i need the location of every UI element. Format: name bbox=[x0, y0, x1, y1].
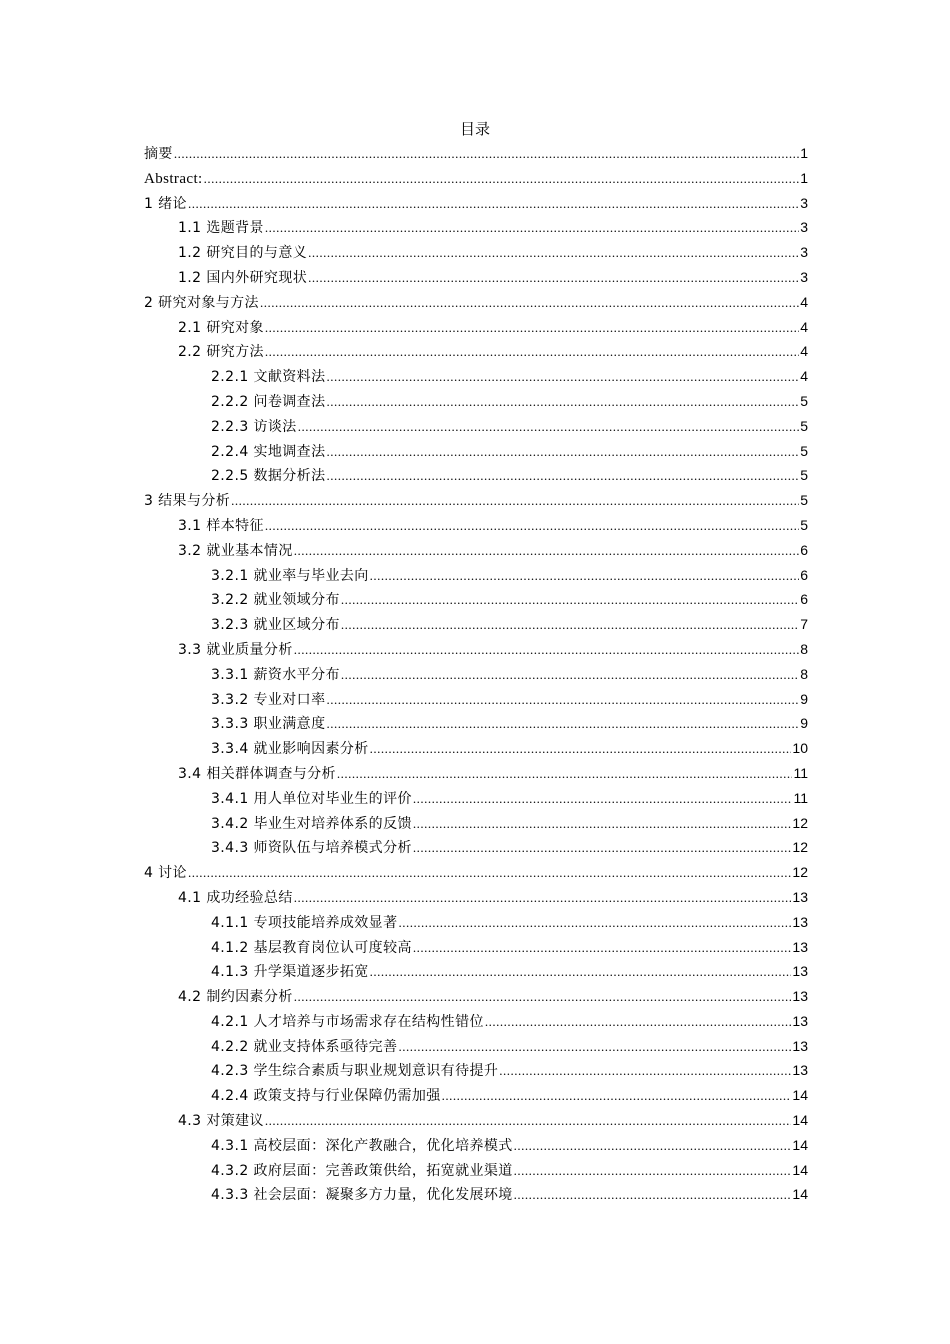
toc-entry[interactable] bbox=[144, 414, 808, 439]
toc-entry[interactable] bbox=[144, 935, 808, 960]
toc-entry-page: 4 bbox=[800, 318, 808, 335]
toc-entry-label: 1.1 选题背景 bbox=[178, 220, 264, 237]
toc-leader-dots bbox=[260, 291, 799, 316]
toc-entry[interactable] bbox=[144, 240, 808, 265]
toc-entry-label: 3.3.3 职业满意度 bbox=[211, 716, 326, 733]
toc-entry-label: 3.1 样本特征 bbox=[178, 517, 264, 534]
toc-entry-label: 3.4 相关群体调查与分析 bbox=[178, 765, 336, 782]
toc-entry[interactable] bbox=[144, 166, 808, 191]
toc-leader-dots bbox=[341, 663, 799, 688]
toc-entry-label: 2.2.5 数据分析法 bbox=[211, 468, 326, 485]
toc-entry[interactable] bbox=[144, 265, 808, 290]
toc-entry-page: 6 bbox=[800, 541, 808, 558]
toc-entry-label: 4.2.1 人才培养与市场需求存在结构性错位 bbox=[211, 1013, 484, 1030]
toc-entry-label: 3.3.4 就业影响因素分析 bbox=[211, 741, 369, 758]
toc-entry-page: 8 bbox=[800, 640, 808, 657]
toc-entry-page: 4 bbox=[800, 368, 808, 385]
toc-entry-label: 1 绪论 bbox=[144, 195, 187, 212]
toc-entry-label: 2.2.3 访谈法 bbox=[211, 418, 297, 435]
toc-leader-dots bbox=[298, 415, 800, 440]
toc-entry[interactable] bbox=[144, 637, 808, 662]
toc-entry-label: Abstract: bbox=[144, 170, 203, 187]
toc-entry-label: 4.2.2 就业支持体系亟待完善 bbox=[211, 1038, 398, 1055]
toc-leader-dots bbox=[294, 539, 799, 564]
toc-leader-dots bbox=[370, 737, 792, 762]
toc-entry-page: 4 bbox=[800, 293, 808, 310]
toc-entry[interactable] bbox=[144, 687, 808, 712]
toc-entry-label: 4.2 制约因素分析 bbox=[178, 989, 293, 1006]
toc-entry[interactable] bbox=[144, 290, 808, 315]
toc-entry[interactable] bbox=[144, 1182, 808, 1207]
toc-entry[interactable] bbox=[144, 984, 808, 1009]
toc-entry-label: 4.2.3 学生综合素质与职业规划意识有待提升 bbox=[211, 1063, 499, 1080]
toc-entry[interactable] bbox=[144, 364, 808, 389]
toc-entry[interactable] bbox=[144, 389, 808, 414]
toc-entry-page: 3 bbox=[800, 219, 808, 236]
toc-leader-dots bbox=[413, 787, 793, 812]
toc-leader-dots bbox=[326, 688, 799, 713]
toc-entry-page: 13 bbox=[792, 938, 808, 955]
toc-entry-label: 3.2 就业基本情况 bbox=[178, 542, 293, 559]
toc-entry[interactable] bbox=[144, 612, 808, 637]
toc-leader-dots bbox=[413, 936, 792, 961]
toc-entry[interactable] bbox=[144, 1133, 808, 1158]
toc-entry[interactable] bbox=[144, 860, 808, 885]
toc-entry[interactable] bbox=[144, 488, 808, 513]
toc-leader-dots bbox=[514, 1134, 792, 1159]
toc-entry-label: 3.3 就业质量分析 bbox=[178, 641, 293, 658]
toc-entry-page: 3 bbox=[800, 268, 808, 285]
toc-leader-dots bbox=[398, 911, 791, 936]
toc-entry-label: 4.3.3 社会层面：凝聚多方力量，优化发展环境 bbox=[211, 1187, 513, 1204]
toc-entry[interactable] bbox=[144, 885, 808, 910]
toc-entry[interactable] bbox=[144, 1108, 808, 1133]
toc-leader-dots bbox=[326, 365, 799, 390]
toc-title: 目录 bbox=[459, 120, 490, 138]
toc-leader-dots bbox=[308, 266, 799, 291]
toc-leader-dots bbox=[265, 216, 799, 241]
toc-leader-dots bbox=[370, 960, 792, 985]
toc-entry-page: 8 bbox=[800, 665, 808, 682]
toc-entry[interactable] bbox=[144, 191, 808, 216]
toc-entry-page: 9 bbox=[800, 715, 808, 732]
toc-entry-label: 4.1 成功经验总结 bbox=[178, 889, 293, 906]
toc-leader-dots bbox=[265, 340, 799, 365]
toc-leader-dots bbox=[370, 564, 800, 589]
toc-entry[interactable] bbox=[144, 1034, 808, 1059]
toc-entry-label: 3.3.1 薪资水平分布 bbox=[211, 666, 340, 683]
toc-leader-dots bbox=[341, 613, 799, 638]
toc-entry-label: 2.2.4 实地调查法 bbox=[211, 443, 326, 460]
toc-entry-page: 6 bbox=[800, 591, 808, 608]
toc-entry[interactable] bbox=[144, 959, 808, 984]
toc-entry-page: 13 bbox=[792, 1037, 808, 1054]
toc-entry-label: 摘要 bbox=[144, 146, 173, 162]
toc-entry-page: 14 bbox=[792, 1161, 808, 1178]
toc-entry[interactable] bbox=[144, 711, 808, 736]
toc-entry[interactable] bbox=[144, 315, 808, 340]
toc-entry-page: 12 bbox=[792, 839, 808, 856]
toc-entry[interactable] bbox=[144, 439, 808, 464]
toc-leader-dots bbox=[485, 1010, 792, 1035]
toc-entry[interactable] bbox=[144, 538, 808, 563]
toc-leader-dots bbox=[326, 390, 799, 415]
toc-entry-label: 2 研究对象与方法 bbox=[144, 294, 259, 311]
toc-entry[interactable] bbox=[144, 1009, 808, 1034]
toc-entry[interactable] bbox=[144, 1083, 808, 1108]
toc-entry-page: 13 bbox=[792, 988, 808, 1005]
toc-list bbox=[144, 141, 808, 1207]
toc-leader-dots bbox=[499, 1059, 791, 1084]
toc-entry-label: 3.4.3 师资队伍与培养模式分析 bbox=[211, 840, 412, 857]
toc-entry-page: 11 bbox=[793, 764, 808, 781]
toc-leader-dots bbox=[265, 514, 799, 539]
toc-leader-dots bbox=[341, 588, 799, 613]
toc-entry-label: 4.1.3 升学渠道逐步拓宽 bbox=[211, 964, 369, 981]
toc-leader-dots bbox=[294, 985, 792, 1010]
toc-entry-page: 5 bbox=[800, 417, 808, 434]
toc-entry-page: 13 bbox=[792, 963, 808, 980]
toc-entry-page: 5 bbox=[800, 392, 808, 409]
toc-entry[interactable] bbox=[144, 563, 808, 588]
toc-entry-page: 3 bbox=[800, 194, 808, 211]
toc-leader-dots bbox=[514, 1159, 792, 1184]
toc-entry-page: 1 bbox=[800, 145, 808, 161]
toc-entry-page: 14 bbox=[792, 1087, 808, 1104]
toc-leader-dots bbox=[514, 1183, 792, 1208]
toc-leader-dots bbox=[413, 836, 792, 861]
toc-leader-dots bbox=[413, 812, 792, 837]
toc-entry[interactable] bbox=[144, 835, 808, 860]
toc-entry-page: 9 bbox=[800, 690, 808, 707]
toc-entry-label: 4.3.2 政府层面：完善政策供给，拓宽就业渠道 bbox=[211, 1162, 513, 1179]
toc-entry-label: 4.3.1 高校层面：深化产教融合，优化培养模式 bbox=[211, 1137, 513, 1154]
toc-entry[interactable] bbox=[144, 786, 808, 811]
toc-leader-dots bbox=[398, 1035, 791, 1060]
toc-entry-page: 5 bbox=[800, 492, 808, 509]
toc-entry[interactable] bbox=[144, 339, 808, 364]
toc-entry-page: 7 bbox=[800, 616, 808, 633]
toc-leader-dots bbox=[326, 712, 799, 737]
toc-entry-page: 11 bbox=[793, 789, 808, 806]
toc-entry-label: 4.1.2 基层教育岗位认可度较高 bbox=[211, 939, 412, 956]
toc-entry-label: 2.1 研究对象 bbox=[178, 319, 264, 336]
toc-entry-label: 4.2.4 政策支持与行业保障仍需加强 bbox=[211, 1088, 441, 1105]
toc-entry-label: 2.2 研究方法 bbox=[178, 344, 264, 361]
toc-entry-page: 14 bbox=[792, 1136, 808, 1153]
toc-entry-label: 3.4.1 用人单位对毕业生的评价 bbox=[211, 790, 412, 807]
toc-entry-label: 2.2.2 问卷调查法 bbox=[211, 393, 326, 410]
toc-entry-label: 3.3.2 专业对口率 bbox=[211, 691, 326, 708]
toc-entry-label: 4.3 对策建议 bbox=[178, 1113, 264, 1130]
toc-entry-page: 14 bbox=[792, 1186, 808, 1203]
toc-entry-page: 1 bbox=[800, 169, 808, 186]
toc-entry-page: 10 bbox=[792, 740, 808, 757]
toc-entry[interactable] bbox=[144, 1058, 808, 1083]
toc-entry-page: 13 bbox=[792, 1012, 808, 1029]
toc-entry-page: 12 bbox=[792, 814, 808, 831]
toc-leader-dots bbox=[265, 316, 799, 341]
toc-entry-page: 6 bbox=[800, 566, 808, 583]
toc-leader-dots bbox=[204, 167, 800, 192]
toc-entry-page: 5 bbox=[800, 516, 808, 533]
toc-entry[interactable] bbox=[144, 1158, 808, 1183]
toc-leader-dots bbox=[337, 762, 793, 787]
toc-entry-label: 4 讨论 bbox=[144, 865, 187, 882]
toc-leader-dots bbox=[308, 241, 799, 266]
toc-entry[interactable] bbox=[144, 513, 808, 538]
toc-entry-label: 3.2.2 就业领域分布 bbox=[211, 592, 340, 609]
toc-leader-dots bbox=[442, 1084, 792, 1109]
toc-entry-label: 2.2.1 文献资料法 bbox=[211, 369, 326, 386]
toc-entry-label: 3.2.1 就业率与毕业去向 bbox=[211, 567, 369, 584]
toc-entry-page: 13 bbox=[792, 913, 808, 930]
toc-leader-dots bbox=[326, 440, 799, 465]
toc-leader-dots bbox=[326, 464, 799, 489]
toc-entry[interactable] bbox=[144, 910, 808, 935]
toc-entry[interactable] bbox=[144, 587, 808, 612]
toc-entry-page: 13 bbox=[792, 888, 808, 905]
toc-entry[interactable] bbox=[144, 141, 808, 166]
toc-leader-dots bbox=[265, 1109, 792, 1134]
toc-entry-label: 3.2.3 就业区域分布 bbox=[211, 617, 340, 634]
toc-entry-label: 3 结果与分析 bbox=[144, 493, 231, 510]
toc-entry[interactable] bbox=[144, 736, 808, 761]
toc-entry-page: 12 bbox=[792, 864, 808, 881]
toc-leader-dots bbox=[231, 489, 799, 514]
toc-entry-page: 14 bbox=[792, 1112, 808, 1129]
toc-leader-dots bbox=[174, 142, 799, 167]
toc-entry-page: 3 bbox=[800, 244, 808, 261]
toc-leader-dots bbox=[294, 886, 792, 911]
toc-entry[interactable] bbox=[144, 215, 808, 240]
toc-leader-dots bbox=[188, 192, 799, 217]
toc-entry-label: 1.2 国内外研究现状 bbox=[178, 269, 308, 286]
toc-entry-label: 1.2 研究目的与意义 bbox=[178, 245, 308, 262]
toc-entry-page: 13 bbox=[792, 1062, 808, 1079]
toc-entry-page: 4 bbox=[800, 343, 808, 360]
toc-entry[interactable] bbox=[144, 463, 808, 488]
toc-entry[interactable] bbox=[144, 662, 808, 687]
toc-leader-dots bbox=[294, 638, 799, 663]
toc-entry[interactable] bbox=[144, 811, 808, 836]
toc-entry-label: 4.1.1 专项技能培养成效显著 bbox=[211, 914, 398, 931]
toc-entry-page: 5 bbox=[800, 467, 808, 484]
toc-entry-label: 3.4.2 毕业生对培养体系的反馈 bbox=[211, 815, 412, 832]
toc-leader-dots bbox=[188, 861, 791, 886]
toc-entry[interactable] bbox=[144, 761, 808, 786]
toc-entry-page: 5 bbox=[800, 442, 808, 459]
